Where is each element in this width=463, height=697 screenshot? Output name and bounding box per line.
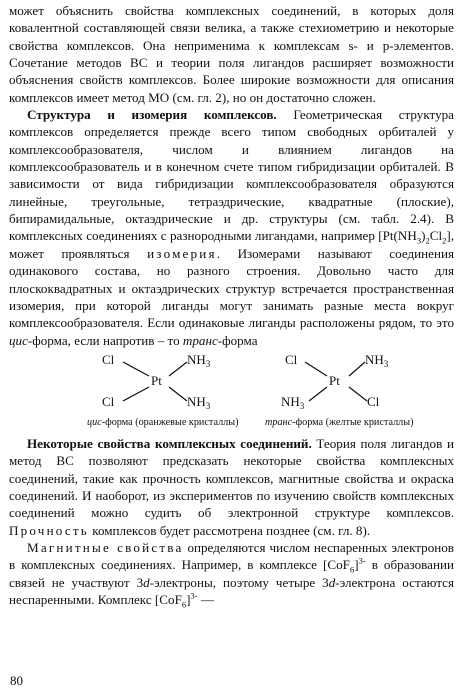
trans-ligand-cl-bottom: Cl [367, 393, 380, 409]
cis-ligand-cl-bottom: Cl [102, 393, 115, 409]
heading-complex-properties: Некоторые свойства комплексных соединений. [27, 435, 312, 451]
cis-ligand-nh3-top: $NH_3$ [187, 351, 211, 369]
spaced-term-magnetic: Магнитные свойства [27, 539, 184, 555]
paragraph-magnetic-properties: Магнитные свойства определяются числом неспаренных электронов в комплексных соединениях. Например, в комплексе $[CoF_6]^{3-}$ в образовании связей не участвуют 3d-электроны, поэтому четыре 3d-электрона остаются неспаренными. Комплекс $[CoF_6]^{3-}$ — [9, 539, 454, 610]
page-number: 80 [10, 673, 23, 688]
trans-isomer-diagram [279, 349, 429, 413]
cis-ligand-cl-top: Cl [102, 351, 115, 367]
cis-isomer-diagram [99, 349, 249, 413]
trans-ligand-nh3-bottom: $NH_3$ [281, 393, 305, 411]
trans-ligand-nh3-top: $NH_3$ [365, 351, 389, 369]
isomer-structures [9, 349, 454, 435]
trans-metal-pt: Pt [329, 372, 340, 388]
term-cis: цис [9, 332, 28, 348]
heading-structure-isomerism: Структура и изомерия комплексов. [27, 107, 277, 123]
spaced-term-isomerism: изомерия [147, 245, 217, 261]
cis-metal-pt: Pt [151, 372, 162, 388]
formula-pt-complex: $[Pt(NH_3)_2Cl_2]$ [378, 228, 451, 247]
term-trans: транс [182, 332, 218, 348]
paragraph-continuation: может объяснить свойства комплексных соединений, в которых доля ковалентной составляющей связи велика, а также стехиометрию и некоторые свойства комплексов. Она неприменима к комплексам s- и p-элементов. Сочетание методов ВС и теории поля лигандов расширяет возможности объяснения свойств комплексов. Более широкие возможности для описания комплексов имеет метод МО (см. гл. 2), но он достаточно сложен. [9, 3, 454, 105]
trans-caption: транс-форма (желтые кристаллы) [265, 416, 414, 428]
cis-bonds [99, 349, 249, 413]
spaced-term-strength: Прочность [9, 522, 89, 538]
cis-ligand-nh3-bottom: $NH_3$ [187, 393, 211, 411]
cis-caption: цис-форма (оранжевые кристаллы) [87, 416, 239, 428]
paragraph-structure-isomerism: Структура и изомерия комплексов. Геометрическая структура комплексов определяется прежде всего типом свободных орбиталей у комплексообразователя, числом и влиянием лигандов на комплексообразователь и в конечном счете типом гибридизации орбиталей. В зависимости от вида гибридизации комплексообразователя образуются линейные, треугольные, тетраэдрические, квадратные (плоские), бипирамидальные, октаэдрические и др. структуры (см. табл. 2.4). В комплексных соединениях с разнородными лигандами, например $[Pt(NH_3)_2Cl_2]$, может проявляться изомерия. Изомерами называют соединения одинакового состава, но разного строения. Довольно часто для плоскоквадратных и октаэдрических структур встречается пространственная изомерия, при которой лиганды могут занимать разные места вокруг комплексообразователя. Если одинаковые лиганды расположены рядом, то это цис-форма, если напротив – то транс-форма [9, 107, 454, 348]
trans-ligand-cl-top: Cl [285, 351, 298, 367]
paragraph-complex-properties: Некоторые свойства комплексных соединений. Теория поля лигандов и метод ВС позволяют предсказать некоторые свойства комплексных соединений, такие как прочность комплексов, магнитные свойства и окраска соединений. И наоборот, из экспериментов по изучению свойств комплексных соединений можно судить об электронной структуре комплексов. Прочность комплексов будет рассмотрена позднее (см. гл. 8). [9, 435, 454, 538]
